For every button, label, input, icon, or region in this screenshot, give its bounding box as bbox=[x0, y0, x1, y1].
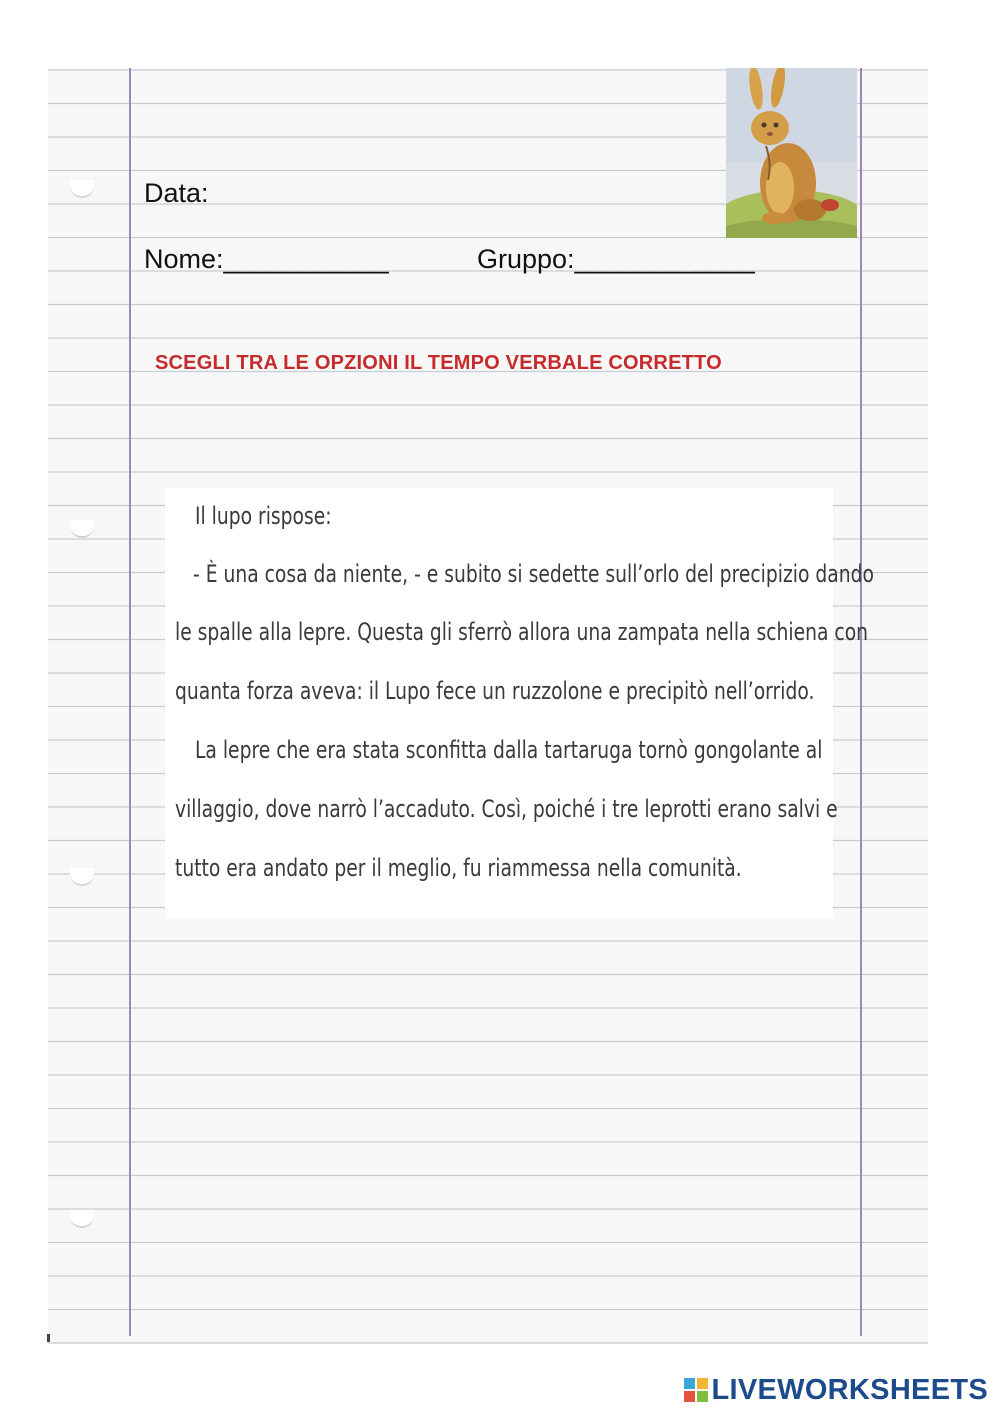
passage-line: La lepre che era stata sconfitta dalla tartaruga tornò gongolante al bbox=[195, 736, 823, 764]
passage-line: villaggio, dove narrò l’accaduto. Così, poiché i tre leprotti erano salvi e bbox=[175, 795, 838, 823]
passage-box bbox=[165, 488, 874, 918]
group-field[interactable]: Gruppo:____________ bbox=[477, 244, 755, 274]
page-mark bbox=[47, 1334, 50, 1342]
brand-footer[interactable] bbox=[684, 1374, 989, 1406]
passage-line: tutto era andato per il meglio, fu riammessa nella comunità. bbox=[175, 854, 742, 882]
passage-line: Il lupo rispose: bbox=[195, 502, 332, 530]
right-margin-line bbox=[860, 68, 862, 1336]
rabbit-illustration bbox=[726, 68, 857, 238]
passage-line: quanta forza aveva: il Lupo fece un ruzzolone e precipitò nell’orrido. bbox=[175, 677, 815, 705]
passage-line: le spalle alla lepre. Questa gli sferrò allora una zampata nella schiena con bbox=[175, 618, 869, 646]
instruction-title: SCEGLI TRA LE OPZIONI IL TEMPO VERBALE CORRETTO bbox=[155, 352, 722, 374]
left-margin-line bbox=[129, 68, 131, 1336]
brand-text: LIVEWORKSHEETS bbox=[711, 1373, 988, 1406]
date-label: Data: bbox=[144, 178, 209, 208]
liveworksheets-logo-icon bbox=[684, 1378, 708, 1402]
name-field[interactable]: Nome:___________ bbox=[144, 244, 389, 274]
passage-line: - È una cosa da niente, - e subito si sedette sull’orlo del precipizio dando bbox=[193, 560, 874, 588]
